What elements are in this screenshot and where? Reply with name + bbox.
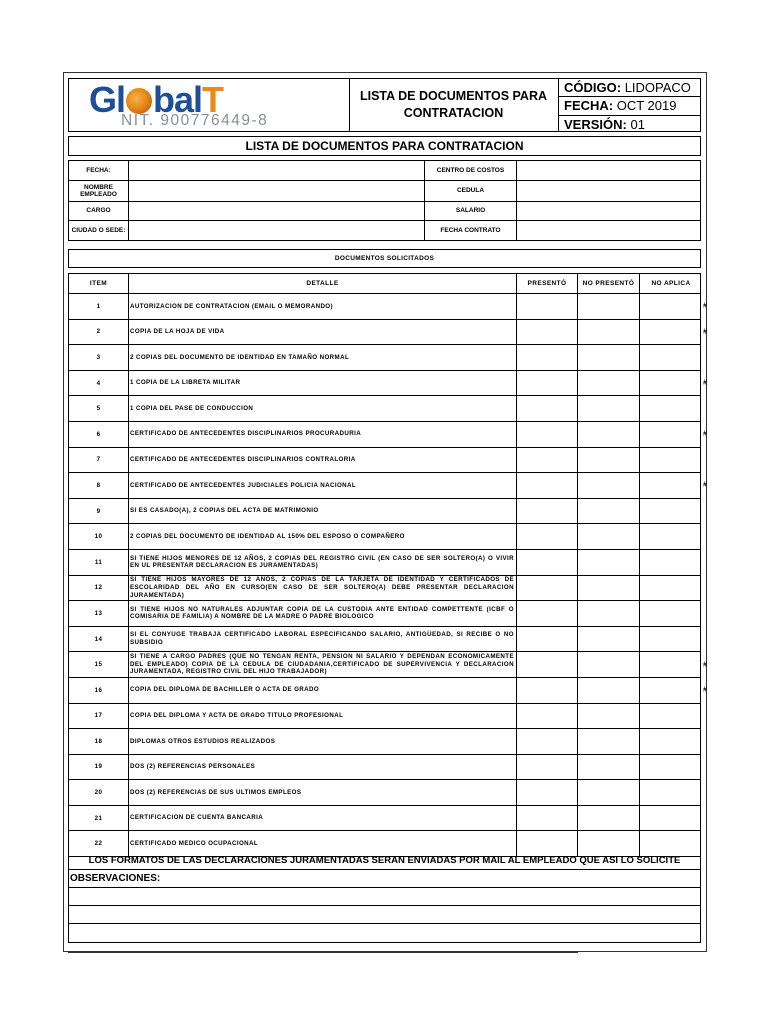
centro-costos-field[interactable] [517,161,700,180]
item-detail: CERTIFICADO DE ANTECEDENTES DISCIPLINARIOS PROCURADURIA [129,422,517,447]
info-row [69,180,700,202]
row-marker: # [703,379,707,387]
col-no-aplica: NO APLICA [651,280,691,287]
no-presento-cell[interactable] [578,678,640,703]
item-number: 17 [69,704,129,729]
info-row [69,220,700,240]
presento-cell[interactable] [517,550,578,575]
no-presento-cell[interactable] [578,422,640,447]
item-number: 15 [69,652,129,677]
no-presento-cell[interactable] [578,371,640,396]
presento-cell[interactable] [517,601,578,626]
no-aplica-cell[interactable] [640,678,702,703]
item-detail: SI ES CASADO(A), 2 COPIAS DEL ACTA DE MATRIMONIO [129,499,517,524]
presento-cell[interactable] [517,422,578,447]
document-control-box [558,79,700,131]
row-marker: # [703,686,707,694]
no-presento-cell[interactable] [578,601,640,626]
presento-cell[interactable] [517,320,578,345]
globe-icon [126,88,152,114]
no-aplica-cell[interactable] [640,576,702,601]
no-aplica-cell[interactable] [640,345,702,370]
presento-cell[interactable] [517,806,578,831]
presento-cell[interactable] [517,755,578,780]
no-presento-cell[interactable] [578,320,640,345]
item-number: 10 [69,524,129,549]
document-header [68,78,701,132]
item-detail: CERTIFICADO DE ANTECEDENTES DISCIPLINARIOS CONTRALORIA [129,448,517,473]
no-aplica-cell[interactable] [640,396,702,421]
no-presento-cell[interactable] [578,729,640,754]
presento-cell[interactable] [517,780,578,805]
presento-cell[interactable] [517,704,578,729]
item-detail: CERTIFICADO MEDICO OCUPACIONAL [129,831,517,856]
no-presento-cell[interactable] [578,780,640,805]
item-number: 9 [69,499,129,524]
item-number: 4 [69,371,129,396]
item-number: 8 [69,473,129,498]
item-number: 14 [69,627,129,652]
no-presento-cell[interactable] [578,294,640,319]
cargo-field[interactable] [129,201,425,220]
no-presento-cell[interactable] [578,806,640,831]
item-number: 18 [69,729,129,754]
item-number: 20 [69,780,129,805]
table-row [69,524,700,550]
no-aplica-cell[interactable] [640,780,702,805]
observations-line[interactable] [69,888,700,906]
presento-cell[interactable] [517,499,578,524]
no-aplica-cell[interactable] [640,729,702,754]
item-detail: SI EL CONYUGE TRABAJA CERTIFICADO LABORAL ESPECIFICANDO SALARIO, ANTIGÜEDAD, SI RECIBE O NO SUBSIDIO [129,627,517,652]
table-row [69,371,707,397]
no-presento-cell[interactable] [578,550,640,575]
item-number: 6 [69,422,129,447]
presento-cell[interactable] [517,371,578,396]
item-detail: CERTIFICADO DE ANTECEDENTES JUDICIALES POLICIA NACIONAL [129,473,517,498]
table-row [69,473,707,499]
table-row [69,550,700,576]
item-detail: COPIA DEL DIPLOMA Y ACTA DE GRADO TITULO PROFESIONAL [129,704,517,729]
no-aplica-cell[interactable] [640,806,702,831]
nombre-empleado-label: NOMBRE EMPLEADO [69,180,129,201]
observations-box [68,870,701,943]
item-detail: SI TIENE A CARGO PADRES (QUE NO TENGAN RENTA, PENSION NI SALARIO Y DEPENDAN ECONOMICAMENTE DEL EMPLEADO) COPIA DE LA CEDULA DE CIUDADANIA,CERTIFICADO DE SUPERVIVENCIA Y DECLARACION JURAMENTADA, REGISTRO CIVIL DEL HIJO TRABAJADOR) [129,652,517,677]
no-aplica-cell[interactable] [640,755,702,780]
item-detail: DOS (2) REFERENCIAS PERSONALES [129,755,517,780]
presento-cell[interactable] [517,627,578,652]
ciudad-field[interactable] [129,220,425,240]
item-number: 5 [69,396,129,421]
no-aplica-cell[interactable] [640,704,702,729]
table-row [69,345,700,371]
no-aplica-cell[interactable] [640,371,702,396]
no-aplica-cell[interactable] [640,448,702,473]
no-presento-cell[interactable] [578,345,640,370]
no-aplica-cell[interactable] [640,550,702,575]
presento-cell[interactable] [517,729,578,754]
fecha-row: FECHA: OCT 2019 [558,97,700,115]
no-presento-cell[interactable] [578,473,640,498]
table-row [69,678,707,704]
table-row [69,780,700,806]
ciudad-label: CIUDAD O SEDE: [69,220,129,240]
item-number: 21 [69,806,129,831]
no-presento-cell[interactable] [578,524,640,549]
table-row [69,601,700,627]
presento-cell[interactable] [517,524,578,549]
item-detail: CERTIFICACION DE CUENTA BANCARIA [129,806,517,831]
col-presento: PRESENTÓ [517,274,578,293]
salario-field[interactable] [517,201,700,220]
col-no-presento: NO PRESENTÓ [578,274,640,293]
row-marker: # [703,661,707,669]
table-row [69,704,700,730]
no-aplica-cell[interactable] [640,601,702,626]
item-number: 12 [69,576,129,601]
row-marker: # [703,328,707,336]
documents-requested-title: DOCUMENTOS SOLICITADOS [68,249,701,268]
observations-line[interactable] [69,906,700,924]
footnote: LOS FORMATOS DE LAS DECLARACIONES JURAMENTADAS SERAN ENVIADAS POR MAIL AL EMPLEADO QUE ASI LO SOLICITE [68,853,701,870]
no-aplica-cell[interactable] [640,499,702,524]
no-aplica-cell[interactable] [640,320,702,345]
employee-info-table [68,160,701,241]
col-item: ITEM [69,274,129,293]
table-row [69,320,707,346]
table-row [69,627,700,653]
item-detail: 1 COPIA DEL PASE DE CONDUCCION [129,396,517,421]
presento-cell[interactable] [517,473,578,498]
presento-cell[interactable] [517,678,578,703]
no-aplica-cell[interactable] [640,422,702,447]
fecha-contrato-label: FECHA CONTRATO [425,220,517,240]
item-number: 1 [69,294,129,319]
row-marker: # [703,302,707,310]
item-number: 3 [69,345,129,370]
no-presento-cell[interactable] [578,755,640,780]
item-detail: 1 COPIA DE LA LIBRETA MILITAR [129,371,517,396]
info-row [69,201,700,221]
section-banner: LISTA DE DOCUMENTOS PARA CONTRATACION [68,136,701,156]
table-row [69,652,707,678]
presento-cell[interactable] [517,576,578,601]
nombre-empleado-field[interactable] [129,180,425,201]
documents-table [68,273,707,857]
observations-label: OBSERVACIONES: [69,870,700,888]
fecha-field[interactable] [129,161,425,180]
presento-cell[interactable] [517,652,578,677]
presento-cell[interactable] [517,294,578,319]
item-detail: SI TIENE HIJOS MAYORES DE 12 AÑOS, 2 COPIAS DE LA TARJETA DE IDENTIDAD Y CERTIFICADOS DE ESCOLARIDAD DEL AÑO EN CURSO(EN CASO DE SER SOLTERO(A) DEBE PRESENTAR DECLARACION JURAMENTADA) [129,576,517,601]
observations-line[interactable] [69,924,700,942]
item-detail: COPIA DE LA HOJA DE VIDA [129,320,517,345]
item-detail: COPIA DEL DIPLOMA DE BACHILLER O ACTA DE GRADO [129,678,517,703]
fecha-label: FECHA: [69,161,129,180]
table-row [69,396,700,422]
table-row [69,294,707,320]
item-detail: DOS (2) REFERENCIAS DE SUS ULTIMOS EMPLEOS [129,780,517,805]
item-detail: DIPLOMAS OTROS ESTUDIOS REALIZADOS [129,729,517,754]
no-presento-cell[interactable] [578,576,640,601]
item-number: 16 [69,678,129,703]
col-detalle: DETALLE [129,274,517,293]
no-presento-cell[interactable] [578,448,640,473]
item-number: 2 [69,320,129,345]
item-detail: 2 COPIAS DEL DOCUMENTO DE IDENTIDAD EN TAMAÑO NORMAL [129,345,517,370]
no-presento-cell[interactable] [578,704,640,729]
table-row [69,448,700,474]
cedula-label: CEDULA [425,180,517,201]
logo-wordmark: Gl balT [89,79,224,120]
row-marker: # [703,481,707,489]
presento-cell[interactable] [517,345,578,370]
logo-nit: NIT. 900776449-8 [121,112,269,129]
version-row: VERSIÓN: 01 [564,116,645,132]
row-marker: # [703,430,707,438]
table-row [69,806,700,832]
item-number: 19 [69,755,129,780]
no-aplica-cell[interactable] [640,294,702,319]
table-row [69,729,700,755]
salario-label: SALARIO [425,201,517,220]
item-number: 22 [69,831,129,856]
table-row [69,499,700,525]
presento-cell[interactable] [517,448,578,473]
item-detail: 2 COPIAS DEL DOCUMENTO DE IDENTIDAD AL 150% DEL ESPOSO O COMPAÑERO [129,524,517,549]
table-row [69,755,700,781]
item-detail: SI TIENE HIJOS NO NATURALES ADJUNTAR COPIA DE LA CUSTODIA ANTE ENTIDAD COMPETTENTE (ICBF O COMISARIA DE FAMILIA) A NOMBRE DE LA MADRE O PADRE BIOLOGICO [129,601,517,626]
no-aplica-cell[interactable] [640,524,702,549]
no-aplica-cell[interactable] [640,627,702,652]
centro-costos-label: CENTRO DE COSTOS [425,161,517,180]
no-aplica-cell[interactable] [640,473,702,498]
table-header-row [69,274,700,294]
presento-cell[interactable] [517,396,578,421]
document-title: LISTA DE DOCUMENTOS PARA CONTRATACION [349,79,559,131]
no-presento-cell[interactable] [578,627,640,652]
cargo-label: CARGO [69,201,129,220]
item-detail: SI TIENE HIJOS MENORES DE 12 AÑOS, 2 COPIAS DEL REGISTRO CIVIL (EN CASO DE SER SOLTERO(A) O VIVIR EN UL PRESENTAR DECLARACION ES JURAMENTADAS) [129,550,517,575]
no-presento-cell[interactable] [578,499,640,524]
item-number: 7 [69,448,129,473]
codigo-row: CÓDIGO: LIDOPACO [558,79,700,97]
item-number: 11 [69,550,129,575]
no-presento-cell[interactable] [578,396,640,421]
no-aplica-cell[interactable] [640,652,702,677]
info-row [69,161,700,181]
signature-line [68,952,578,953]
item-detail: AUTORIZACION DE CONTRATACION (EMAIL O MEMORANDO) [129,294,517,319]
fecha-contrato-field[interactable] [517,220,700,240]
item-number: 13 [69,601,129,626]
table-row [69,576,700,602]
table-row [69,422,707,448]
no-presento-cell[interactable] [578,652,640,677]
company-logo [69,79,350,131]
cedula-field[interactable] [517,180,700,201]
